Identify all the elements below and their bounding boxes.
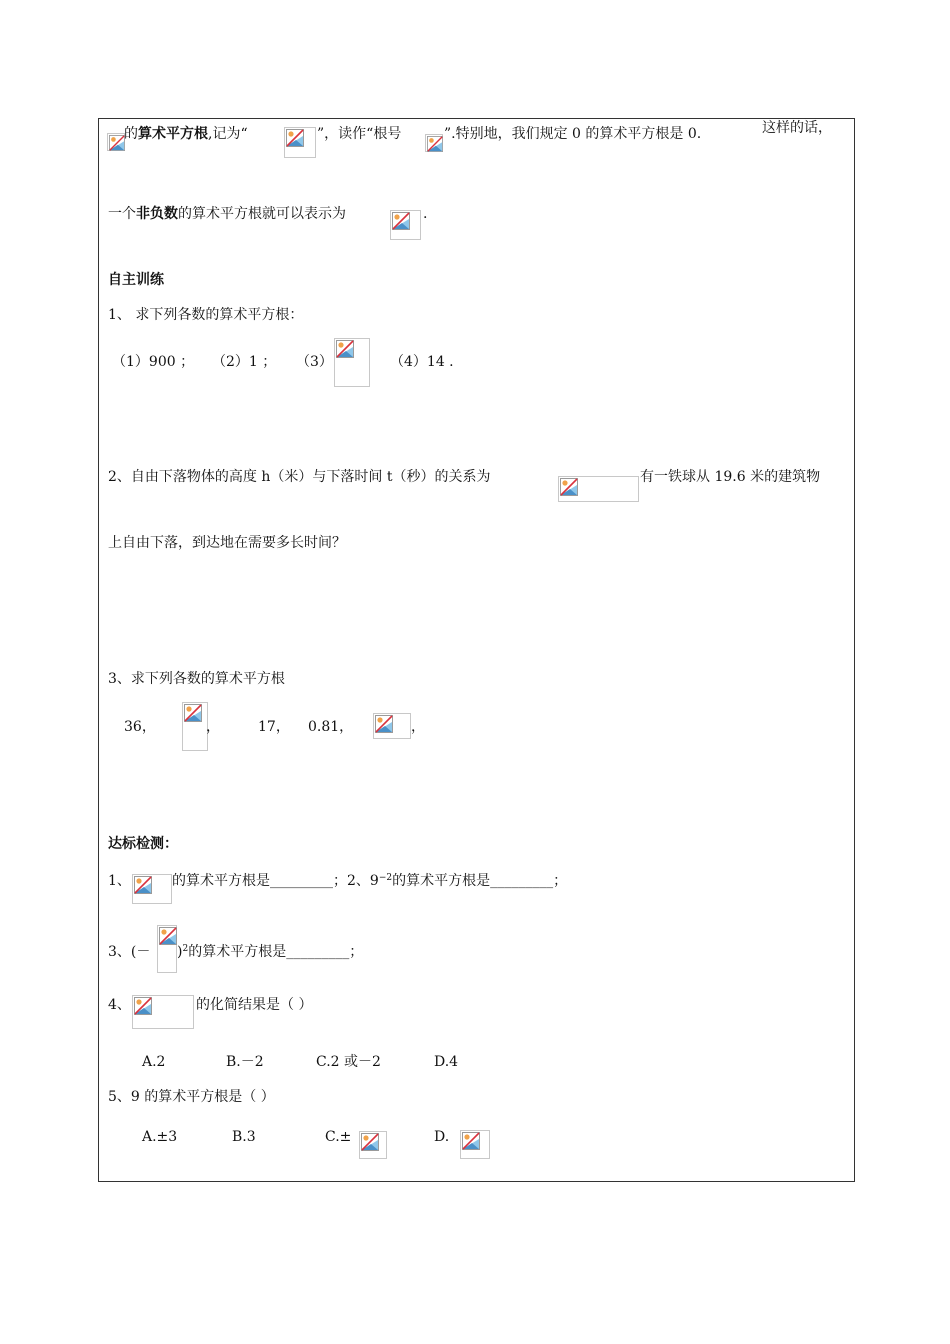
broken-image-icon bbox=[157, 925, 177, 973]
question-1-part-1: （1）900 ； bbox=[112, 354, 195, 370]
check-q5-option-d: D. bbox=[434, 1129, 450, 1145]
question-1: 1、 求下列各数的算术平方根： bbox=[108, 307, 304, 323]
definition-line-1-rule: ”.特别地，我们规定 0 的算术平方根是 0. bbox=[444, 126, 702, 142]
check-q5-option-a: A.±3 bbox=[142, 1129, 178, 1145]
question-3: 3、求下列各数的算术平方根 bbox=[108, 671, 285, 687]
check-q5-option-c: C.± bbox=[325, 1129, 352, 1145]
check-q4-option-d: D.4 bbox=[434, 1054, 459, 1070]
question-3-value-1: 36， bbox=[124, 719, 156, 735]
section-heading-check: 达标检测： bbox=[108, 836, 178, 852]
broken-image-icon bbox=[390, 210, 421, 240]
broken-image-icon bbox=[460, 1130, 490, 1159]
content-frame bbox=[98, 118, 855, 1182]
broken-image-icon bbox=[359, 1131, 387, 1159]
check-q4-option-c: C.2 或－2 bbox=[316, 1054, 381, 1070]
definition-line-2: 一个非负数的算术平方根就可以表示为 bbox=[108, 206, 346, 222]
broken-image-icon bbox=[373, 713, 411, 739]
broken-image-icon bbox=[425, 134, 443, 152]
question-1-part-4: （4）14 . bbox=[390, 354, 454, 370]
check-q3-text: )$^2$的算术平方根是_________； bbox=[177, 944, 364, 960]
broken-image-icon bbox=[558, 476, 639, 502]
definition-line-1-read: ”，读作“根号 bbox=[317, 126, 402, 142]
section-heading-training: 自主训练 bbox=[108, 272, 164, 288]
question-2-line-2: 上自由下落，到达地在需要多长时间？ bbox=[108, 535, 346, 551]
broken-image-icon bbox=[132, 874, 172, 904]
question-3-value-4: 0.81， bbox=[308, 719, 354, 735]
broken-image-icon bbox=[132, 995, 194, 1029]
broken-image-icon bbox=[334, 338, 370, 387]
question-1-part-2: （2）1 ； bbox=[212, 354, 277, 370]
check-q4-number: 4、 bbox=[108, 997, 131, 1013]
check-q1-text: 的算术平方根是_________；2、$9^{-2}$的算术平方根是_________； bbox=[172, 873, 568, 889]
definition-line-1-end: 这样的话， bbox=[762, 120, 832, 136]
question-3-value-2: ， bbox=[206, 719, 220, 735]
check-q4-option-b: B.－2 bbox=[226, 1054, 264, 1070]
period: . bbox=[423, 206, 428, 222]
question-1-part-3: （3） bbox=[296, 354, 333, 370]
check-q3-prefix: 3、(－ bbox=[108, 944, 151, 960]
check-q1-number: 1、 bbox=[108, 873, 131, 889]
check-q5-option-b: B.3 bbox=[232, 1129, 256, 1145]
question-2-line-1: 2、自由下落物体的高度 h（米）与下落时间 t（秒）的关系为 bbox=[108, 469, 491, 485]
check-q4-text: 的化简结果是（ ） bbox=[196, 997, 313, 1013]
question-3-value-5: ， bbox=[411, 719, 425, 735]
broken-image-icon bbox=[284, 127, 316, 158]
broken-image-icon bbox=[182, 702, 208, 751]
broken-image-icon bbox=[107, 133, 125, 151]
check-q4-option-a: A.2 bbox=[142, 1054, 166, 1070]
check-q5-text: 5、9 的算术平方根是（ ） bbox=[108, 1089, 275, 1105]
question-2-line-1-end: 有一铁球从 19.6 米的建筑物 bbox=[640, 469, 821, 485]
definition-line-1: 的算术平方根,记为“ bbox=[124, 126, 248, 142]
question-3-value-3: 17， bbox=[258, 719, 290, 735]
